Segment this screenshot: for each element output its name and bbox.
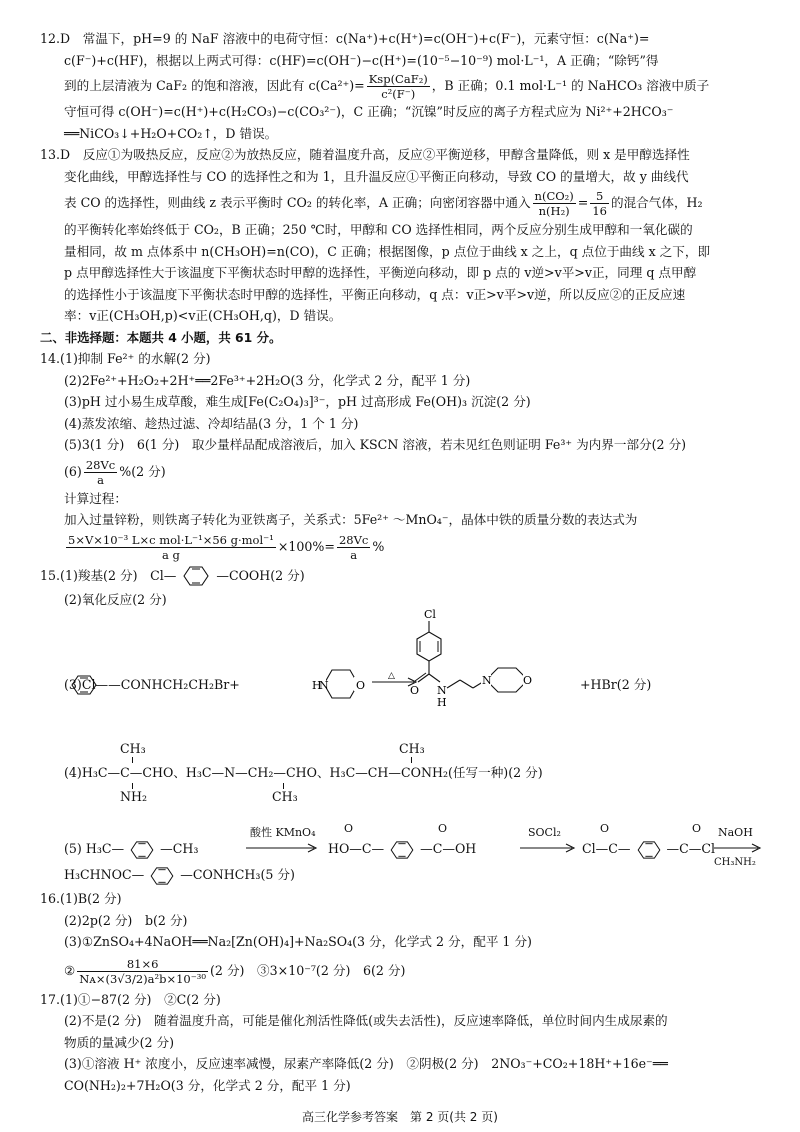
product-structure-icon [410, 606, 560, 732]
q15-answer2: (2)氧化反应(2 分) [64, 591, 167, 607]
o-label: O [523, 674, 533, 687]
q15-reaction3-right [580, 674, 651, 696]
carbonyl-o: O [600, 822, 610, 835]
q13-line2: 变化曲线，甲醇选择性与 CO 的选择性之和为 1，且升温反应①平衡正向移动，导致 CO 的量增大，故 y 曲线代 [64, 168, 689, 184]
benzene-ring-icon [631, 840, 667, 860]
ksp-numerator: Ksp(CaF₂) [368, 72, 428, 86]
chloride-b: —C—Cl [666, 841, 715, 856]
q12-line3 [40, 71, 764, 101]
q16-suffix: (2 分) ③3×10⁻⁷(2 分) 6(2 分) [210, 962, 406, 978]
calc-percent: % [372, 538, 385, 554]
q16-answer4 [40, 953, 764, 989]
nh-label: H [312, 679, 322, 692]
q13-line7: 的选择性小于该温度下平衡状态时甲醇的选择性，平衡正向移动，q 点：v正>v平>v逆，所以反应②的正反应速 [64, 286, 686, 302]
h-label: H [437, 696, 447, 709]
equals-sign: = [577, 195, 589, 210]
acid-a: HO—C— [328, 841, 385, 856]
calc-line2 [40, 531, 764, 563]
ksp-fraction [367, 72, 430, 101]
q14-fraction-num: 28Vc [85, 457, 116, 472]
n-label: N [482, 674, 492, 687]
calc-title: 计算过程： [64, 490, 127, 506]
q14-label: (6) [64, 463, 82, 479]
diamide-a: H₃CHNOC— [64, 867, 145, 882]
calc-fraction [66, 533, 276, 562]
kmno4-condition: 酸性 KMnO₄ [250, 826, 316, 839]
ratio-fraction [533, 189, 576, 218]
diamide-b: —CONHCH₃(5 分) [180, 867, 295, 882]
q14-answer1: 14.(1)抑制 Fe²⁺ 的水解(2 分) [40, 351, 211, 366]
q14-fraction-den: a [97, 472, 104, 487]
q13-text: 的混合气体，H₂ [610, 195, 703, 210]
q14-answer6 [40, 456, 764, 488]
q15-reaction3 [40, 610, 764, 738]
o-label: O [410, 684, 420, 697]
ratio-numerator: n(CO₂) [534, 189, 574, 203]
amino-bottom: NH₂ [120, 789, 148, 804]
calc-result-den: a [350, 547, 358, 562]
q12-line4: 守恒可得 c(OH⁻)=c(H⁺)+c(H₂CO₃)−c(CO₃²⁻)，C 正确；“沉镍”时反应的离子方程式应为 Ni²⁺+2HCO₃⁻ [64, 104, 674, 119]
density-fraction [77, 957, 208, 986]
q15-text: (3)Cl— [64, 677, 109, 692]
q15-reaction3-left [64, 674, 240, 696]
section-heading: 二、非选择题：本题共 4 小题，共 61 分。 [40, 329, 282, 345]
benzene-ring-icon [176, 565, 216, 587]
q17-answer3: 物质的量减少(2 分) [64, 1034, 174, 1050]
q15-text: +HBr(2 分) [580, 677, 652, 692]
q12-text: ，B 正确；0.1 mol·L⁻¹ 的 NaHCO₃ 溶液中质子 [431, 78, 710, 93]
naoh-condition: NaOH [718, 826, 753, 839]
q16-answer1: 16.(1)B(2 分) [40, 891, 122, 906]
carbonyl-o: O [344, 822, 354, 835]
acid-b: —C—OH [420, 841, 477, 856]
methyl-top-2: CH₃ [399, 741, 425, 756]
q14-answer2: (2)2Fe²⁺+H₂O₂+2H⁺══2Fe³⁺+2H₂O(3 分，化学式 2 分，配平 1 分) [64, 372, 471, 388]
socl2-condition: SOCl₂ [528, 826, 561, 839]
calc-result-num: 28Vc [338, 532, 369, 547]
calc-line1: 加入过量锌粉，则铁离子转化为亚铁离子，关系式：5Fe²⁺ ～MnO₄⁻，晶体中铁的质量分数的表达式为 [64, 512, 638, 527]
q15-text: —CONHCH₂CH₂Br+ [108, 677, 240, 692]
methyl-top-1: CH₃ [120, 741, 146, 756]
methyl-bottom: CH₃ [272, 789, 298, 804]
density-numerator: 81×6 [77, 957, 208, 972]
terephthalic-acid [328, 838, 476, 860]
ratio-value-numerator: 5 [590, 189, 609, 204]
q16-answer3: (3)①ZnSO₄+4NaOH══Na₂[Zn(OH)₄]+Na₂SO₄(3 分，化学式 2 分，配平 1 分) [64, 934, 532, 949]
q15-text: —COOH(2 分) [216, 567, 305, 583]
q12-line5: ══NiCO₃↓+H₂O+CO₂↑，D 错误。 [64, 125, 278, 141]
benzene-ring-icon [124, 840, 160, 860]
calc-numerator: 5×V×10⁻³ L×c mol·L⁻¹×56 g·mol⁻¹ [68, 532, 274, 547]
q14-answer5: (5)3(1 分) 6(1 分) 取少量样品配成溶液后，加入 KSCN 溶液，若未见红色则证明 Fe³⁺ 为内界一部分(2 分) [64, 437, 687, 452]
q14-answer4: (4)蒸发浓缩、趁热过滤、冷却结晶(3 分，1 个 1 分) [64, 415, 359, 431]
q17-answer1: 17.(1)①−87(2 分) ②C(2 分) [40, 991, 221, 1007]
ratio-value-fraction [590, 189, 609, 218]
morpholine-icon [310, 664, 370, 704]
q16-answer2: (2)2p(2 分) b(2 分) [64, 912, 188, 928]
answer-page [40, 28, 764, 1096]
q13-line8: 率：v正(CH₃OH,p)<v正(CH₃OH,q)，D 错误。 [64, 308, 342, 323]
benzene-ring-icon [384, 840, 420, 860]
ratio-denominator: n(H₂) [538, 204, 570, 218]
cl-label: Cl [424, 608, 436, 621]
q12-line2: c(F⁻)+c(HF)，根据以上两式可得：c(HF)=c(OH⁻)−c(H⁺)=(10⁻⁵−10⁻⁹) mol·L⁻¹，A 正确；“除钙”得 [64, 52, 659, 68]
methylamine-condition: CH₃NH₂ [714, 857, 756, 868]
q13-text: 表 CO 的选择性，则曲线 z 表示平衡时 CO₂ 的转化率，A 正确；向密闭容器中通入 [64, 195, 531, 210]
benzene-ring-icon [144, 866, 180, 886]
calc-denominator: a g [161, 547, 180, 562]
q12-text: 到的上层清液为 CaF₂ 的饱和溶液，因此有 c(Ca²⁺)= [64, 78, 365, 93]
route-line [64, 838, 198, 860]
q13-line6: p 点甲醇选择性大于该温度下平衡状态时甲醇的选择性，平衡逆向移动，即 p 点的 v逆>v平>v正，同理 q 点甲醇 [64, 265, 697, 280]
q15-isomers [40, 738, 764, 810]
q15-synthesis-route [40, 818, 764, 862]
q13-line4: 的平衡转化率始终低于 CO₂，B 正确；250 ℃时，甲醇和 CO 选择性相同，两个反应分别生成甲醇和一氧化碳的 [64, 222, 693, 237]
q14-answer3: (3)pH 过小易生成草酸，难生成[Fe(C₂O₄)₃]³⁻，pH 过高形成 Fe(OH)₃ 沉淀(2 分) [64, 394, 531, 409]
q12-line1: 12.D 常温下，pH=9 的 NaF 溶液中的电荷守恒：c(Na⁺)+c(H⁺)=c(OH⁻)+c(F⁻)，元素守恒：c(Na⁺)= [40, 31, 650, 46]
isomer-formulas: (4)H₃C—C—CHO、H₃C—N—CH₂—CHO、H₃C—CH—CONH₂(任写一种)(2 分) [64, 765, 543, 780]
q17-answer2: (2)不是(2 分) 随着温度升高，可能是催化剂活性降低(或失去活性)，反应速率降低，单位时间内生成尿素的 [64, 1013, 668, 1028]
p-xylene-a: H₃C— [85, 841, 125, 856]
page-footer: 高三化学参考答案 第 2 页(共 2 页) [302, 1110, 498, 1124]
q17-answer4: (3)①溶液 H⁺ 浓度小，反应速率减慢，尿素产率降低(2 分) ②阴极(2 分) 2NO₃⁻+CO₂+18H⁺+16e⁻══ [64, 1056, 668, 1071]
q15-answer1 [40, 563, 764, 589]
benzene-ring-icon [64, 674, 104, 696]
q14-suffix: %(2 分) [119, 463, 166, 479]
q15-text: 15.(1)羧基(2 分) Cl— [40, 567, 177, 583]
carbonyl-o: O [692, 822, 702, 835]
o-label: O [356, 679, 366, 692]
ratio-value-denominator: 16 [592, 204, 607, 218]
q16-label: ② [64, 962, 76, 978]
calc-result-fraction [337, 533, 370, 562]
calc-mid: ×100%= [277, 538, 335, 554]
q15-final-product [40, 862, 764, 888]
carbonyl-o: O [438, 822, 448, 835]
density-denominator: Nᴀ×(3√3/2)a²b×10⁻³⁰ [79, 971, 207, 986]
p-xylene-b: —CH₃ [160, 841, 199, 856]
q14-fraction [84, 458, 117, 487]
q13-line3 [40, 187, 764, 219]
chloride-a: Cl—C— [582, 841, 631, 856]
n-label: N [319, 679, 329, 692]
q17-answer5: CO(NH₂)₂+7H₂O(3 分，化学式 2 分，配平 1 分) [64, 1077, 351, 1093]
q15-label: (5) [64, 841, 82, 856]
q13-line1: 13.D 反应①为吸热反应，反应②为放热反应，随着温度升高，反应②平衡逆移，甲醇含量降低，则 x 是甲醇选择性 [40, 147, 690, 162]
heat-symbol: △ [388, 671, 395, 681]
q13-line5: 量相同，故 m 点体系中 n(CH₃OH)=n(CO)，C 正确；根据图像，p 点位于曲线 x 之上，q 点位于曲线 x 之下，即 [64, 243, 711, 259]
terephthaloyl-chloride [582, 838, 715, 860]
ksp-denominator: c²(F⁻) [381, 87, 416, 101]
n-label: N [437, 684, 447, 697]
